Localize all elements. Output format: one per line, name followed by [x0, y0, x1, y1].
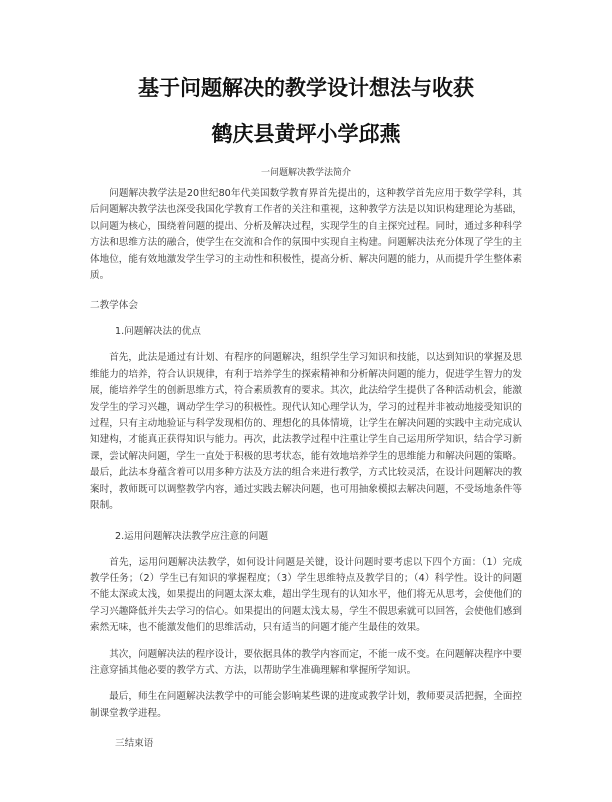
section2-heading: 二教学体会 [90, 300, 138, 312]
section3-heading: 三结束语 [115, 738, 154, 750]
subsection1-heading: 1.问题解决法的优点 [115, 326, 201, 338]
document-author: 鹤庆县黄坪小学邱燕 [211, 122, 401, 146]
document-title: 基于问题解决的教学设计想法与收获 [138, 76, 474, 100]
subsection2-paragraph-3: 最后，师生在问题解决法教学中的可能会影响某些课的进度或教学计划，教师要灵活把握，全面控制课堂教学进程。 [90, 691, 522, 719]
subsection2-heading: 2.运用问题解决法教学应注意的问题 [115, 530, 269, 542]
section1-heading: 一问题解决教学法简介 [260, 168, 351, 178]
subsection2-paragraph-1: 首先，运用问题解决法教学，如何设计问题是关键，设计问题时要考虑以下四个方面：（1）完成教学任务；（2）学生已有知识的掌握程度；（3）学生思维特点及教学目的；（4）科学性。设计的问题不能太深或太浅，如果提出的问题太深太难，超出学生现有的认知水平，他们将无从思考，会使他们的学习兴趣降低并失去学习的信心。如果提出的问题太浅太易，学生不假思索就可以回答，会使他们感到索然无味，也不能激发他们的思维活动，只有适当的问题才能产生最佳的效果。 [90, 556, 522, 634]
subsection1-paragraph: 首先，此法是通过有计划、有程序的问题解决，组织学生学习知识和技能，以达到知识的掌握及思维能力的培养，符合认识规律，有利于培养学生的探索精神和分析解决问题的能力，促进学生智力的发展，能培养学生的创新思维方式，符合素质教育的要求。其次，此法给学生提供了各种活动机会，能激发学生的学习兴趣，调动学生学习的积极性。现代认知心理学认为，学习的过程并非被动地接受知识的过程，只有主动地验证与科学发现相仿的、理想化的具体情境，让学生在解决问题的实践中主动完成认知建构，才能真正获得知识与能力。再次，此法教学过程中注重让学生自己运用所学知识，结合学习新课，尝试解决问题，学生一直处于积极的思考状态，能有效地培养学生的思维能力和解决问题的策略。最后，此法本身蕴含着可以用多种方法及方法的组合来进行教学，方式比较灵活，在设计问题解决的教案时，教师既可以调整教学内容，通过实践去解决问题，也可用抽象模拟去解决问题，不受场地条件等限制。 [90, 352, 522, 512]
subsection2-paragraph-2: 其次，问题解决法的程序设计，要依据具体的教学内容而定，不能一成不变。在问题解决程序中要注意穿插其他必要的教学方式、方法，以帮助学生准确理解和掌握所学知识。 [90, 648, 522, 676]
section1-paragraph: 问题解决教学法是20世纪80年代美国数学教育界首先提出的，这种教学首先应用于数学学科，其后问题解决教学法也深受我国化学教育工作者的关注和重视，这种教学方法是以知识构建理论为基础，以问题为核心，围绕着问题的提出、分析及解决过程，实现学生的自主探究过程。同时，通过多种科学方法和思维方法的融合，使学生在交流和合作的氛围中实现自主构建。问题解决法充分体现了学生的主体地位，能有效地激发学生学习的主动性和积极性，提高分析、解决问题的能力，从而提升学生整体素质。 [90, 188, 522, 282]
